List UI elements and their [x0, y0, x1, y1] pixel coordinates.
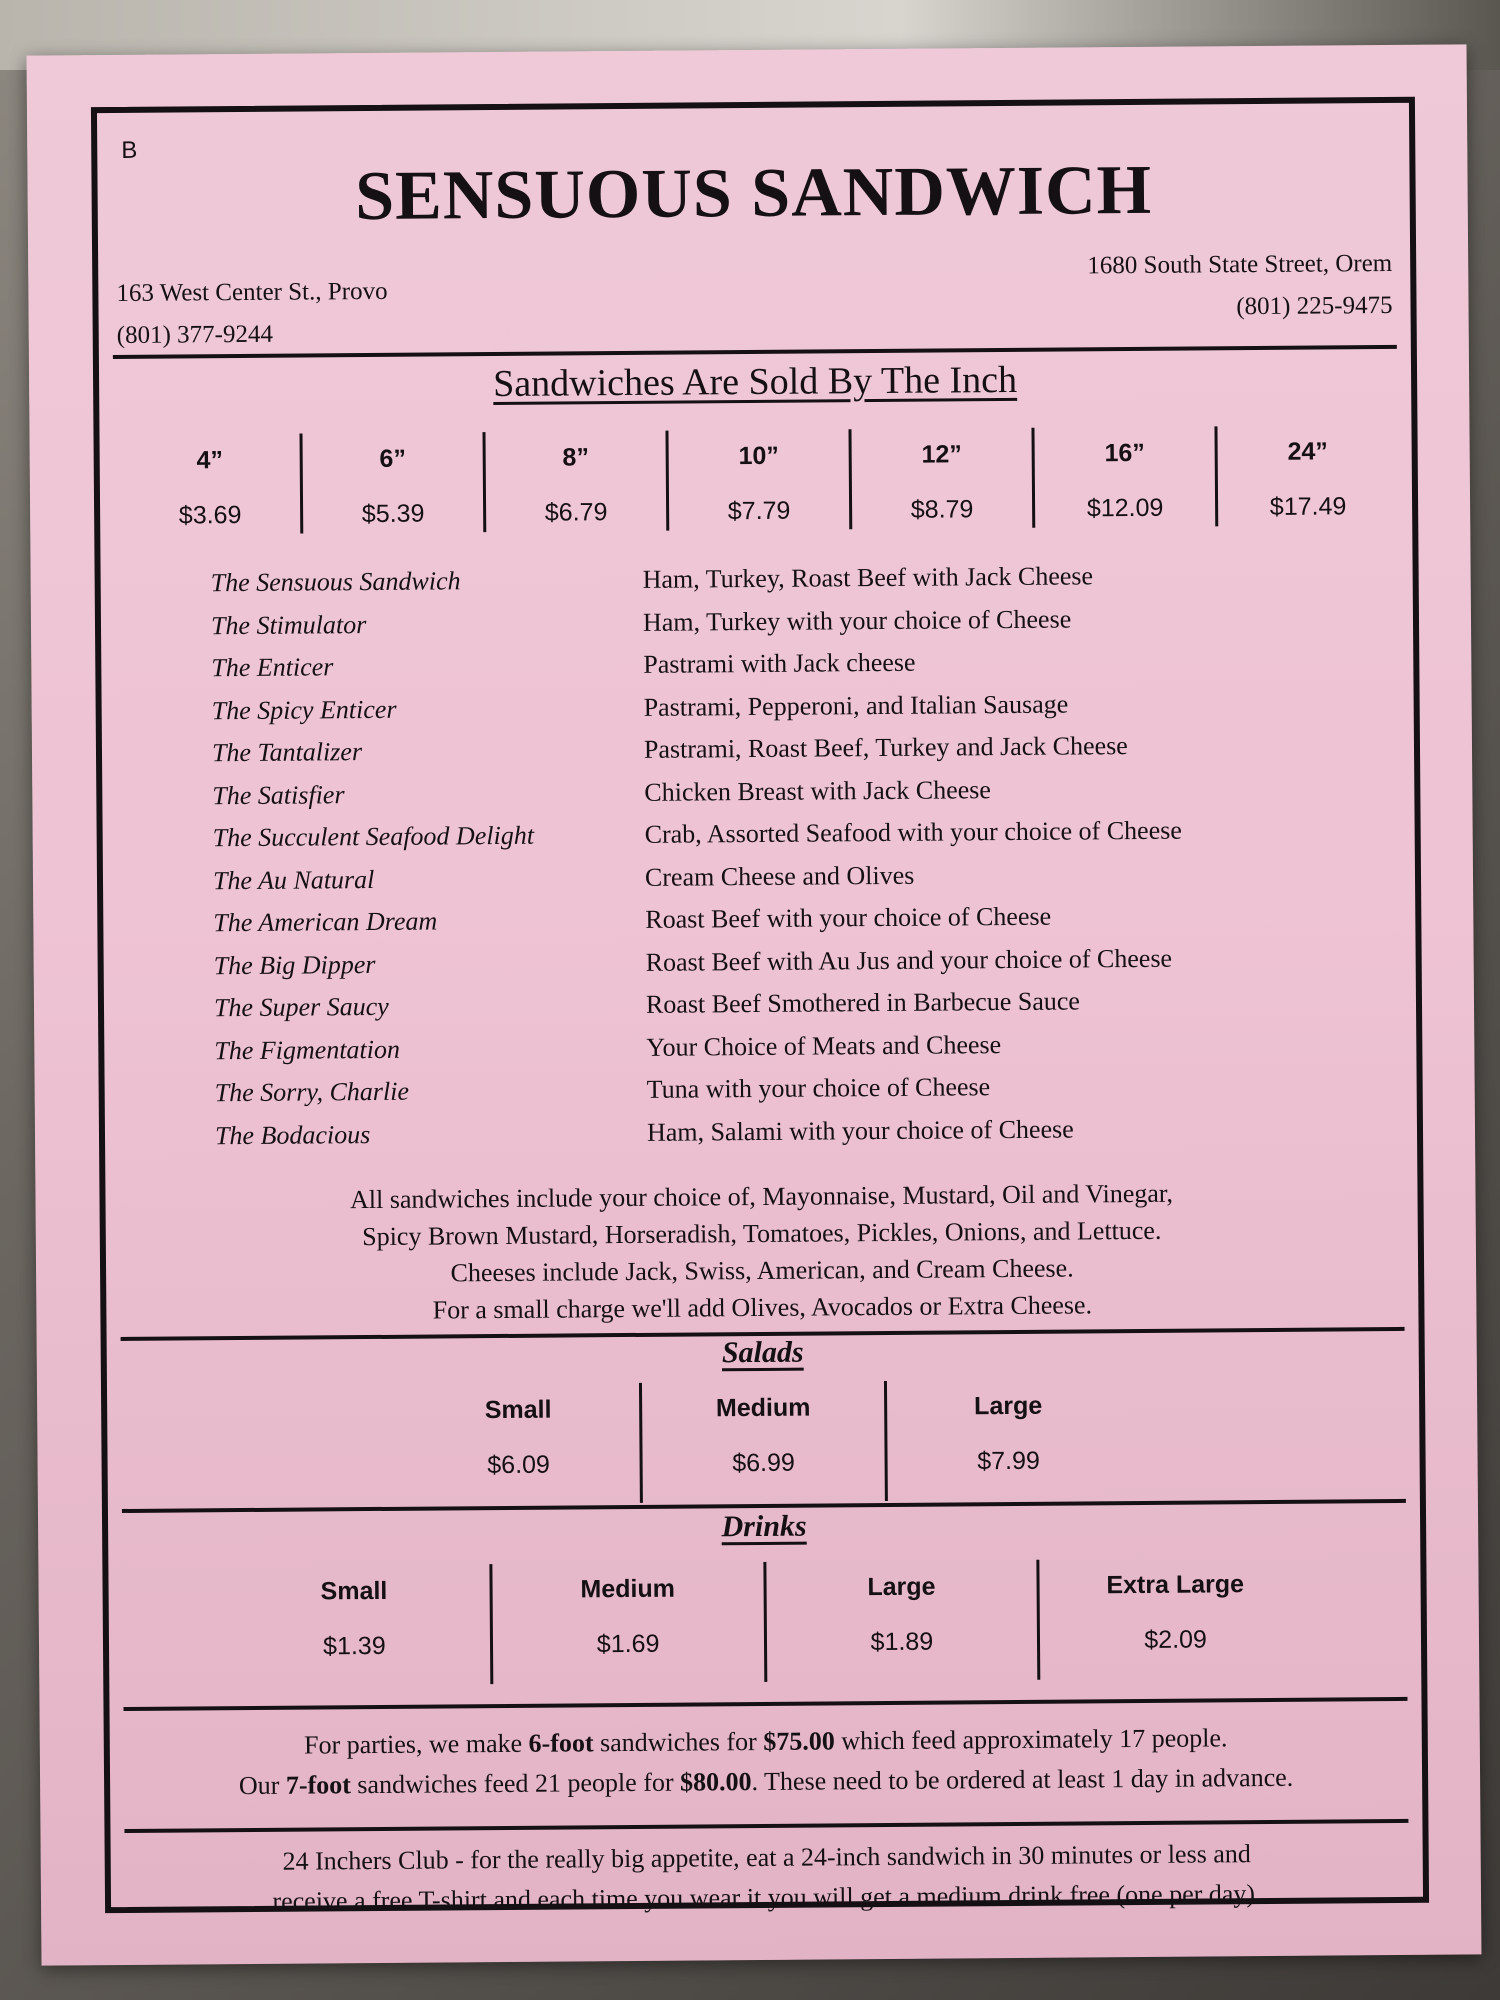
club-note: 24 Inchers Club - for the really big appetite, eat a 24-inch sandwich in 30 minutes or less and receive a free T-shirt and each time you wear it you will get a medium drink free (one per day).: [272, 1839, 1262, 1916]
salad-large: Large $7.99: [974, 1391, 1043, 1476]
salads-heading: Salads: [721, 1335, 804, 1370]
corner-letter: B: [121, 136, 138, 164]
address-provo: 163 West Center St., Provo: [116, 277, 388, 307]
list-item: The Sensuous Sandwich Ham, Turkey, Roast Beef with Jack Cheese: [210, 561, 1094, 598]
list-item: The Succulent Seafood Delight Crab, Assorted Seafood with your choice of Cheese: [212, 815, 1182, 853]
sandwich-size-prices: [120, 425, 1399, 535]
location-provo: [116, 271, 388, 357]
condiments-note: All sandwiches include your choice of, Mayonnaise, Mustard, Oil and Vinegar, Spicy Brown Mustard, Horseradish, Tomatoes, Pickles, Onions, and Lettuce. Cheeses include Jack, Swiss, American, and Cream Cheese. For a small charge we'll add Olives, Avocados or Extra Cheese.: [349, 1178, 1174, 1325]
size-price-8: 8” $6.79: [485, 431, 669, 532]
list-item: The Stimulator Ham, Turkey with your choice of Cheese: [210, 604, 1072, 641]
list-item: The Bodacious Ham, Salami with your choice of Cheese: [214, 1114, 1074, 1150]
list-item: The Super Saucy Roast Beef Smothered in Barbecue Sauce: [213, 986, 1081, 1023]
menu-sheet: [27, 44, 1482, 1965]
sandwich-list: [211, 553, 1416, 1157]
salad-small: Small $6.09: [397, 1383, 643, 1505]
drink-small: Small $1.39: [218, 1564, 493, 1686]
list-item: The Tantalizer Pastrami, Roast Beef, Turkey and Jack Cheese: [211, 731, 1128, 768]
size-price-6: 6” $5.39: [302, 432, 486, 533]
divider: [123, 1697, 1407, 1711]
drink-prices: [218, 1558, 1311, 1687]
size-price-4: 4” $3.69: [120, 434, 304, 535]
party-note: For parties, we make 6-foot sandwiches for $75.00 which feed approximately 17 people. Our 7-foot sandwiches feed 21 people for $80.00. These need to be ordered at least 1 day in advance.: [238, 1723, 1294, 1801]
list-item: The Big Dipper Roast Beef with Au Jus and your choice of Cheese: [213, 943, 1173, 980]
menu-border: [91, 97, 1429, 1916]
phone-provo: (801) 377-9244: [116, 320, 274, 349]
size-price-24: 24” $17.49: [1269, 437, 1347, 521]
divider: [124, 1819, 1408, 1833]
size-price-10: 10” $7.79: [668, 429, 852, 530]
location-orem: [1087, 243, 1392, 329]
drinks-heading: Drinks: [721, 1509, 807, 1544]
list-item: The Spicy Enticer Pastrami, Pepperoni, and Italian Sausage: [211, 689, 1069, 725]
drink-extra-large: Extra Large $2.09: [1106, 1570, 1245, 1654]
size-price-16: 16” $12.09: [1034, 426, 1218, 527]
list-item: The Enticer Pastrami with Jack cheese: [211, 647, 916, 683]
drink-large: Large $1.89: [766, 1560, 1041, 1682]
salad-prices: [397, 1379, 1130, 1505]
list-item: The Sorry, Charlie Tuna with your choice of Cheese: [214, 1072, 991, 1108]
address-orem: 1680 South State Street, Orem: [1087, 249, 1393, 280]
drink-medium: Medium $1.69: [492, 1562, 767, 1684]
list-item: The Figmentation Your Choice of Meats and Cheese: [214, 1029, 1002, 1065]
size-price-12: 12” $8.79: [851, 428, 1035, 529]
sandwich-heading: Sandwiches Are Sold By The Inch: [493, 358, 1018, 406]
list-item: The American Dream Roast Beef with your choice of Cheese: [213, 901, 1052, 938]
salad-medium: Medium $6.99: [642, 1381, 888, 1503]
list-item: The Au Natural Cream Cheese and Olives: [212, 860, 915, 895]
list-item: The Satisfier Chicken Breast with Jack Cheese: [212, 774, 992, 810]
phone-orem: (801) 225-9475: [1236, 291, 1393, 321]
restaurant-title: SENSUOUS SANDWICH: [354, 151, 1153, 236]
